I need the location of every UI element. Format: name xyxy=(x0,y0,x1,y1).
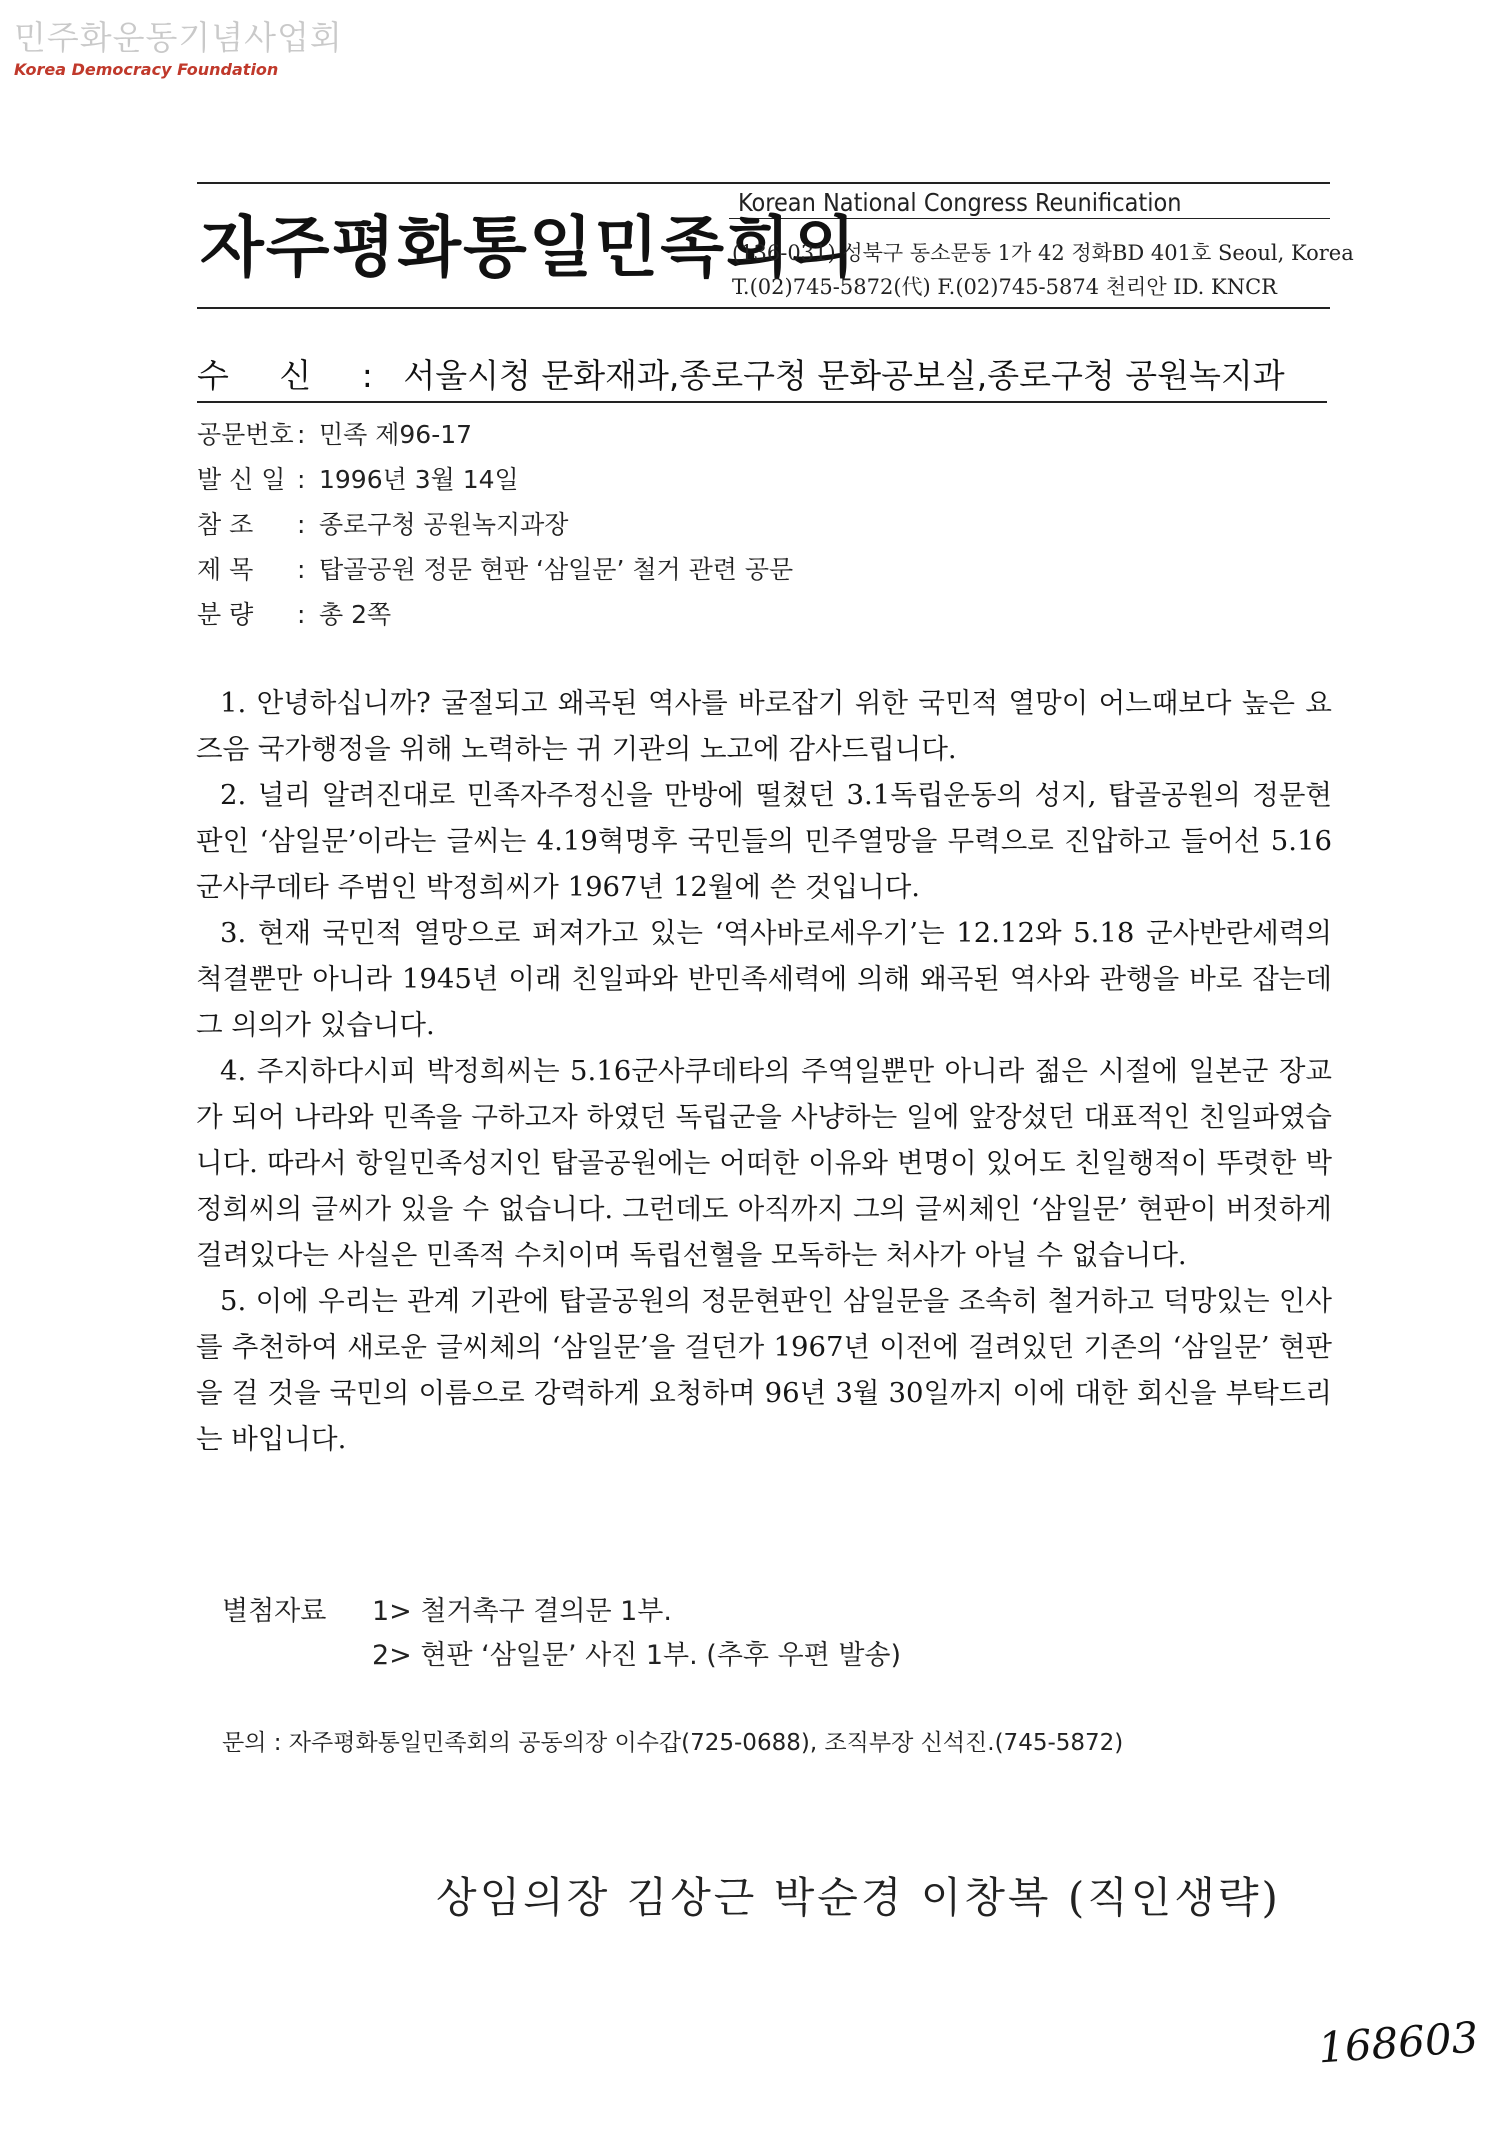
recipient-line xyxy=(197,350,1327,403)
org-address: (136-031) 성북구 동소문동 1가 42 정화BD 401호 Seoul, Korea xyxy=(732,241,1354,265)
attachments xyxy=(222,1590,901,1678)
document-fields xyxy=(197,412,793,637)
handwritten-number: 168603 xyxy=(1316,2012,1480,2073)
attachment-item: 1> 철거촉구 결의문 1부. xyxy=(372,1596,672,1627)
attachment-row-1 xyxy=(222,1590,901,1634)
attachment-row-2 xyxy=(222,1634,901,1678)
field-send-date: 발 신 일 : 1996년 3월 14일 xyxy=(197,457,793,502)
field-reference: 참 조 : 종로구청 공원녹지과장 xyxy=(197,502,793,547)
letter-body xyxy=(196,680,1332,1462)
letterhead-top-rule xyxy=(197,182,1330,184)
field-value: 1996년 3월 14일 xyxy=(319,465,519,494)
recipient-value: 서울시청 문화재과,종로구청 문화공보실,종로구청 공원녹지과 xyxy=(403,356,1285,395)
org-phone-line: T.(02)745-5872(代) F.(02)745-5874 천리안 ID. KNCR xyxy=(732,275,1277,299)
body-paragraph-3: 3. 현재 국민적 열망으로 퍼져가고 있는 ‘역사바로세우기’는 12.12와 5.18 군사반란세력의 척결뿐만 아니라 1945년 이래 친일파와 반민족세력에 의해 왜곡된 역사와 관행을 바로 잡는데 그 의의가 있습니다. xyxy=(196,917,1332,1041)
body-paragraph-5: 5. 이에 우리는 관계 기관에 탑골공원의 정문현판인 삼일문을 조속히 철거하고 덕망있는 인사를 추천하여 새로운 글씨체의 ‘삼일문’을 걸던가 1967년 이전에 걸려있던 기존의 ‘삼일문’ 현판을 걸 것을 국민의 이름으로 강력하게 요청하며 96년 3월 30일까지 이에 대한 회신을 부탁드리는 바입니다. xyxy=(196,1285,1332,1455)
field-subject: 제 목 : 탑골공원 정문 현판 ‘삼일문’ 철거 관련 공문 xyxy=(197,547,793,592)
body-paragraph-4: 4. 주지하다시피 박정희씨는 5.16군사쿠데타의 주역일뿐만 아니라 젊은 시절에 일본군 장교가 되어 나라와 민족을 구하고자 하였던 독립군을 사냥하는 일에 앞장섰던 대표적인 친일파였습니다. 따라서 항일민족성지인 탑골공원에는 어떠한 이유와 변명이 있어도 친일행적이 뚜렷한 박정희씨의 글씨가 있을 수 없습니다. 그런데도 아직까지 그의 글씨체인 ‘삼일문’ 현판이 버젓하게 걸려있다는 사실은 민족적 수치이며 독립선혈을 모독하는 처사가 아닐 수 없습니다. xyxy=(196,1055,1332,1271)
body-paragraph-2: 2. 널리 알려진대로 민족자주정신을 만방에 떨쳤던 3.1독립운동의 성지, 탑골공원의 정문현판인 ‘삼일문’이라는 글씨는 4.19혁명후 국민들의 민주열망을 무력으로 진압하고 들어선 5.16 군사쿠데타 주범인 박정희씨가 1967년 12월에 쓴 것입니다. xyxy=(196,779,1332,903)
signature-line: 상임의장 김상근 박순경 이창복 (직인생략) xyxy=(436,1873,1281,1922)
field-value: 총 2쪽 xyxy=(319,600,392,629)
field-doc-number: 공문번호 : 민족 제96-17 xyxy=(197,412,793,457)
org-contact-block xyxy=(732,236,1354,304)
watermark-english: Korea Democracy Foundation xyxy=(14,60,279,79)
field-label: 제 목 xyxy=(197,555,254,584)
field-page-count: 분 량 : 총 2쪽 xyxy=(197,592,793,637)
letterhead-bottom-rule xyxy=(197,307,1330,309)
field-label: 공문번호 xyxy=(197,420,294,449)
body-paragraph-1: 1. 안녕하십니까? 굴절되고 왜곡된 역사를 바로잡기 위한 국민적 열망이 어느때보다 높은 요즈음 국가행정을 위해 노력하는 귀 기관의 노고에 감사드립니다. xyxy=(196,687,1332,765)
field-label: 참 조 xyxy=(197,510,254,539)
field-label: 발 신 일 xyxy=(197,465,286,494)
org-name: 자주평화통일민족회의 xyxy=(200,209,858,286)
field-value: 민족 제96-17 xyxy=(319,420,473,449)
field-value: 탑골공원 정문 현판 ‘삼일문’ 철거 관련 공문 xyxy=(319,555,794,584)
attachments-label: 별첨자료 xyxy=(222,1596,327,1627)
contact-line: 문의 : 자주평화통일민족회의 공동의장 이수갑(725-0688), 조직부장 신석진.(745-5872) xyxy=(222,1730,1124,1756)
field-label: 분 량 xyxy=(197,600,254,629)
recipient-label: 수 신 : xyxy=(197,356,393,395)
watermark-korean: 민주화운동기념사업회 xyxy=(14,18,343,57)
field-value: 종로구청 공원녹지과장 xyxy=(319,510,569,539)
attachment-item: 2> 현판 ‘삼일문’ 사진 1부. (추후 우편 발송) xyxy=(372,1640,902,1671)
watermark xyxy=(14,18,343,79)
org-english-name: Korean National Congress Reunification xyxy=(738,188,1182,217)
